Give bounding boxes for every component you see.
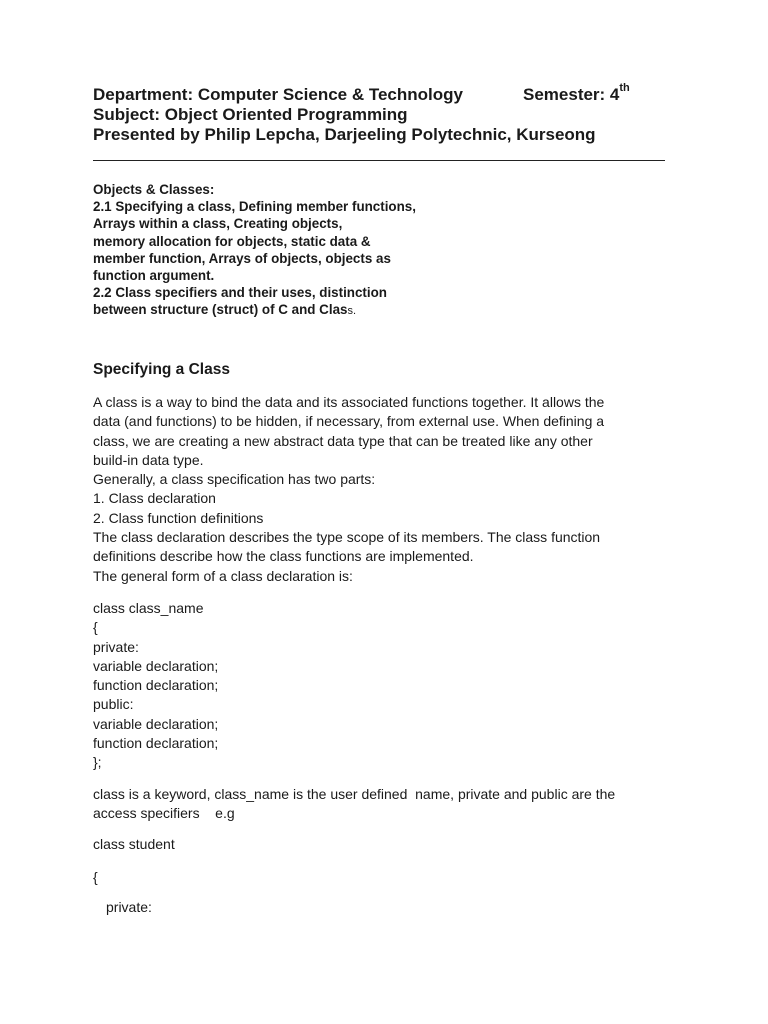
body-line: class, we are creating a new abstract data type that can be treated like any other (93, 432, 593, 449)
example-brace-line: { (93, 869, 98, 885)
topic-line: Arrays within a class, Creating objects, (93, 216, 343, 232)
code-line: function declaration; (93, 677, 219, 694)
body-line: A class is a way to bind the data and its associated functions together. It allows the (93, 394, 605, 410)
example-class-line: class student (93, 836, 175, 852)
body-line: data (and functions) to be hidden, if necessary, from external use. When defining a (93, 413, 605, 430)
semester-superscript: th (619, 82, 630, 94)
body-line: definitions describe how the class functions are implemented. (93, 548, 474, 565)
code-line: class class_name (93, 600, 204, 616)
section-title: Specifying a Class (93, 361, 230, 378)
explanation-line: class is a keyword, class_name is the user defined name, private and public are the (93, 786, 616, 802)
code-line: { (93, 619, 98, 636)
document-header (93, 82, 693, 145)
code-line: variable declaration; (93, 657, 219, 674)
explanation-paragraph (93, 785, 683, 824)
topic-last-tail: s. (347, 305, 357, 318)
semester-text (523, 82, 630, 105)
presenter-line: Presented by Philip Lepcha, Darjeeling Polytechnic, Kurseong (93, 125, 596, 144)
department-line (93, 82, 693, 105)
subject-line: Subject: Object Oriented Programming (93, 105, 408, 124)
code-line: function declaration; (93, 735, 219, 752)
code-line: variable declaration; (93, 715, 219, 732)
code-line: public: (93, 696, 134, 713)
code-line: }; (93, 754, 102, 771)
explanation-line: access specifiers e.g (93, 805, 235, 822)
topic-line: function argument. (93, 268, 215, 284)
section-body (93, 393, 683, 586)
topic-line: 2.2 Class specifiers and their uses, distinction (93, 285, 387, 301)
topic-line: memory allocation for objects, static data & (93, 233, 371, 249)
department-text: Department: Computer Science & Technology (93, 85, 463, 104)
topic-line-last (93, 301, 513, 320)
semester-label: Semester: 4 (523, 85, 620, 104)
body-line: 1. Class declaration (93, 490, 216, 507)
topic-line: 2.1 Specifying a class, Defining member functions, (93, 199, 416, 215)
topic-line: member function, Arrays of objects, objects as (93, 250, 391, 266)
topics-list (93, 181, 513, 321)
body-line: 2. Class function definitions (93, 509, 264, 526)
body-line: The general form of a class declaration is: (93, 567, 353, 584)
topic-line: Objects & Classes: (93, 182, 215, 197)
body-line: The class declaration describes the type scope of its members. The class function (93, 529, 601, 546)
body-line: Generally, a class specification has two parts: (93, 471, 376, 488)
topic-last-bold: between structure (struct) of C and Clas (93, 302, 348, 318)
code-line: private: (93, 638, 139, 655)
example-private-line: private: (106, 899, 152, 915)
body-line: build-in data type. (93, 451, 204, 468)
class-syntax-block (93, 599, 493, 773)
header-divider (93, 160, 665, 161)
